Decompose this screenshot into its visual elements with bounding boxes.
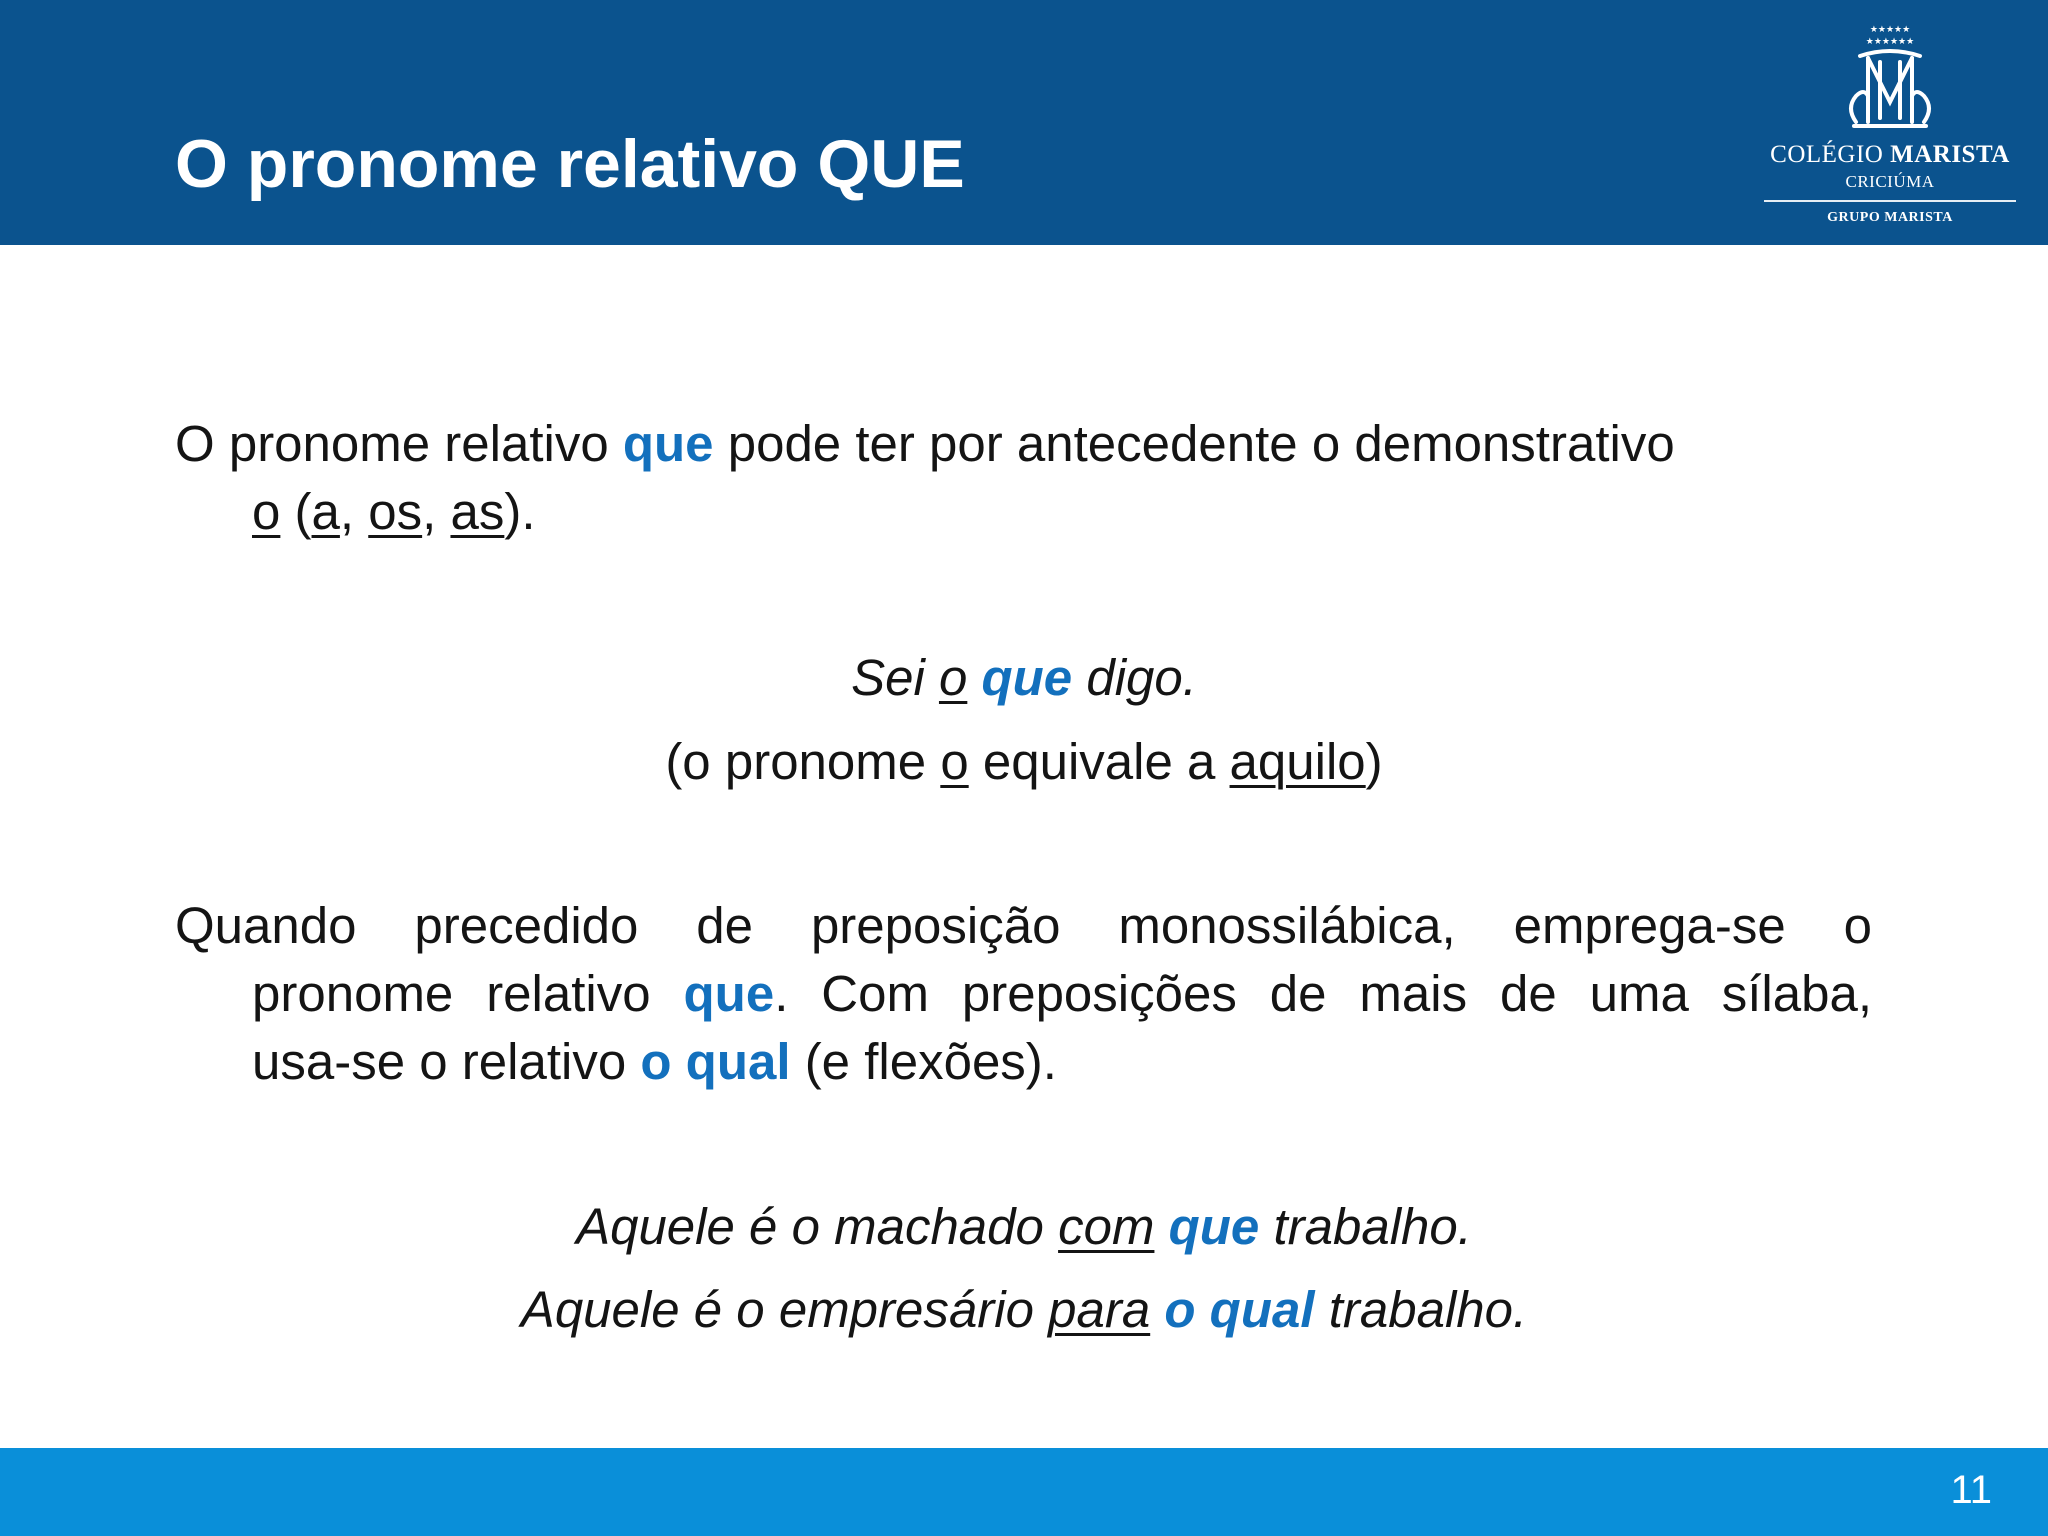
keyword-o-qual: o qual <box>640 1033 791 1090</box>
text-run <box>1150 1281 1164 1338</box>
example-sentence-1 <box>0 644 2048 712</box>
paragraph2-line2 <box>175 960 1872 1028</box>
text-run: ). <box>504 483 536 540</box>
logo-divider <box>1764 200 2016 202</box>
example-note <box>0 728 2048 796</box>
underlined-o: o <box>938 649 968 706</box>
paragraph-preposition-rule <box>175 892 1872 1096</box>
text-run <box>1154 1198 1168 1255</box>
text-run <box>967 649 981 706</box>
marista-monogram-icon <box>1830 22 1950 132</box>
text-run: usa-se o relativo <box>252 1033 641 1090</box>
keyword-que: que <box>981 649 1073 706</box>
keyword-o-qual: o qual <box>1164 1281 1315 1338</box>
slide-title: O pronome relativo QUE <box>175 126 965 202</box>
text-run: Sei <box>851 649 939 706</box>
text-run: trabalho. <box>1259 1198 1472 1255</box>
text-run: (e flexões). <box>790 1033 1057 1090</box>
paragraph-relative-antecedent <box>175 410 1872 546</box>
svg-text:★★★★★: ★★★★★ <box>1869 25 1911 35</box>
text-run: , <box>339 483 369 540</box>
underlined-com: com <box>1058 1198 1155 1255</box>
text-run: trabalho. <box>1314 1281 1528 1338</box>
logo-name-marista: MARISTA <box>1890 141 2010 168</box>
underlined-as: as <box>450 483 505 540</box>
logo-name-colegio: COLÉGIO <box>1770 141 1884 168</box>
underlined-o: o <box>940 733 969 790</box>
paragraph2-line3 <box>175 1028 1872 1096</box>
logo-school-name <box>1760 142 2020 167</box>
underlined-os: os <box>368 483 423 540</box>
example-sentence-2 <box>0 1193 2048 1261</box>
text-run: ) <box>1365 733 1383 790</box>
text-run: Aquele é o machado <box>576 1198 1059 1255</box>
keyword-que: que <box>1168 1198 1260 1255</box>
paragraph2-line1: Quando precedido de preposição monossilábica, emprega-se o <box>175 897 1872 954</box>
keyword-que: que <box>683 965 775 1022</box>
page-number: 11 <box>1950 1468 1992 1512</box>
text-run: equivale a <box>968 733 1230 790</box>
underlined-o: o <box>252 483 281 540</box>
underlined-aquilo: aquilo <box>1229 733 1366 790</box>
text-run: . Com preposições de mais de uma sílaba, <box>774 965 1872 1022</box>
text-run: pronome relativo <box>252 965 684 1022</box>
example-sentence-3 <box>0 1276 2048 1344</box>
text-run: digo. <box>1072 649 1197 706</box>
text-run: Aquele é o empresário <box>520 1281 1049 1338</box>
logo-group-name: GRUPO MARISTA <box>1827 210 1953 225</box>
keyword-que: que <box>622 415 714 472</box>
footer-bar <box>0 1448 2048 1536</box>
text-run: (o pronome <box>665 733 941 790</box>
svg-text:★★★★★★: ★★★★★★ <box>1865 37 1915 47</box>
underlined-para: para <box>1048 1281 1151 1338</box>
text-run: , <box>422 483 451 540</box>
text-run: ( <box>280 483 312 540</box>
text-run: O pronome relativo <box>175 415 623 472</box>
text-run: pode ter por antecedente o demonstrativo <box>713 415 1675 472</box>
logo-city: CRICIÚMA <box>1845 172 1935 191</box>
paragraph1-line1 <box>175 410 1872 478</box>
school-logo <box>1760 22 2020 232</box>
header-bar <box>0 0 2048 245</box>
underlined-a: a <box>311 483 340 540</box>
paragraph1-line2 <box>175 478 1872 546</box>
